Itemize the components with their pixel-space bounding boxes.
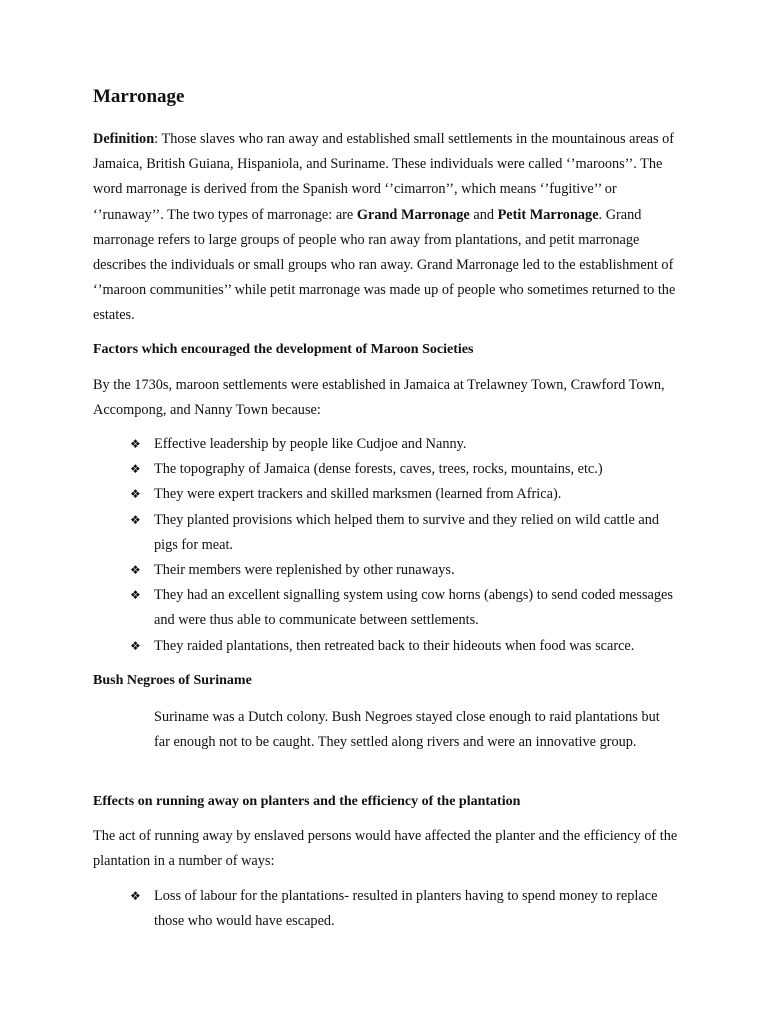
bush-negroes-paragraph: Suriname was a Dutch colony. Bush Negroes stayed close enough to raid plantations but far enough not to be caught. They settled along rivers and were an innovative group.	[154, 709, 660, 751]
diamond-bullet-icon: ❖	[130, 487, 141, 502]
factors-list	[130, 432, 680, 659]
factors-intro: By the 1730s, maroon settlements were established in Jamaica at Trelawney Town, Crawford Town, Accompong, and Nanny Town because:	[93, 377, 665, 419]
grand-marronage-term: Grand Marronage	[356, 206, 470, 223]
list-item: ❖ Effective leadership by people like Cudjoe and Nanny.	[130, 432, 680, 457]
effects-list	[130, 884, 680, 934]
definition-paragraph	[93, 127, 683, 329]
diamond-bullet-icon: ❖	[130, 437, 141, 451]
list-item: ❖ They planted provisions which helped them to survive and they relied on wild cattle and pigs for meat.	[130, 508, 680, 558]
list-item: ❖ Their members were replenished by other runaways.	[130, 558, 680, 583]
bush-negroes-heading: Bush Negroes of Suriname	[93, 673, 252, 688]
list-item: ❖ They were expert trackers and skilled marksmen (learned from Africa).	[130, 482, 680, 507]
definition-label: Definition	[93, 131, 155, 147]
list-item: ❖ The topography of Jamaica (dense forests, caves, trees, rocks, mountains, etc.)	[130, 457, 680, 482]
definition-text-2: and	[469, 206, 498, 223]
effects-heading: Effects on running away on planters and the efficiency of the plantation	[93, 794, 521, 809]
diamond-bullet-icon: ❖	[130, 462, 141, 477]
diamond-bullet-icon: ❖	[130, 889, 141, 903]
definition-text-3: . Grand marronage refers to large groups of people who ran away from plantations, and petit marronage describes the individuals or small groups who ran away. Grand Marronage led to the establishment of ‘’maroon communities’’ while petit marronage was made up of people who sometimes returned to the estates.	[93, 206, 676, 324]
petit-marronage-term: Petit Marronage	[497, 206, 599, 223]
list-item: ❖ They raided plantations, then retreated back to their hideouts when food was scarce.	[130, 634, 680, 659]
diamond-bullet-icon: ❖	[130, 512, 141, 527]
factors-heading: Factors which encouraged the development of Maroon Societies	[93, 342, 474, 357]
diamond-bullet-icon: ❖	[130, 638, 141, 653]
page-title: Marronage	[93, 86, 185, 107]
effects-intro: The act of running away by enslaved persons would have affected the planter and the efficiency of the plantation in a number of ways:	[93, 828, 678, 870]
definition-text-1: : Those slaves who ran away and established small settlements in the mountainous areas of Jamaica, British Guiana, Hispaniola, and Suriname. These individuals were called ‘’maroons’’. The word marronage is derived from the Spanish word ‘’cimarron’’, which means ‘’fugitive’’ or ‘’runaway’’. The two types of marronage: are	[93, 131, 675, 223]
diamond-bullet-icon: ❖	[130, 563, 141, 578]
list-item: ❖ Loss of labour for the plantations- resulted in planters having to spend money to replace those who would have escaped.	[130, 884, 680, 934]
list-item: ❖ They had an excellent signalling system using cow horns (abengs) to send coded messages and were thus able to communicate between settlements.	[130, 583, 680, 633]
diamond-bullet-icon: ❖	[130, 588, 141, 603]
